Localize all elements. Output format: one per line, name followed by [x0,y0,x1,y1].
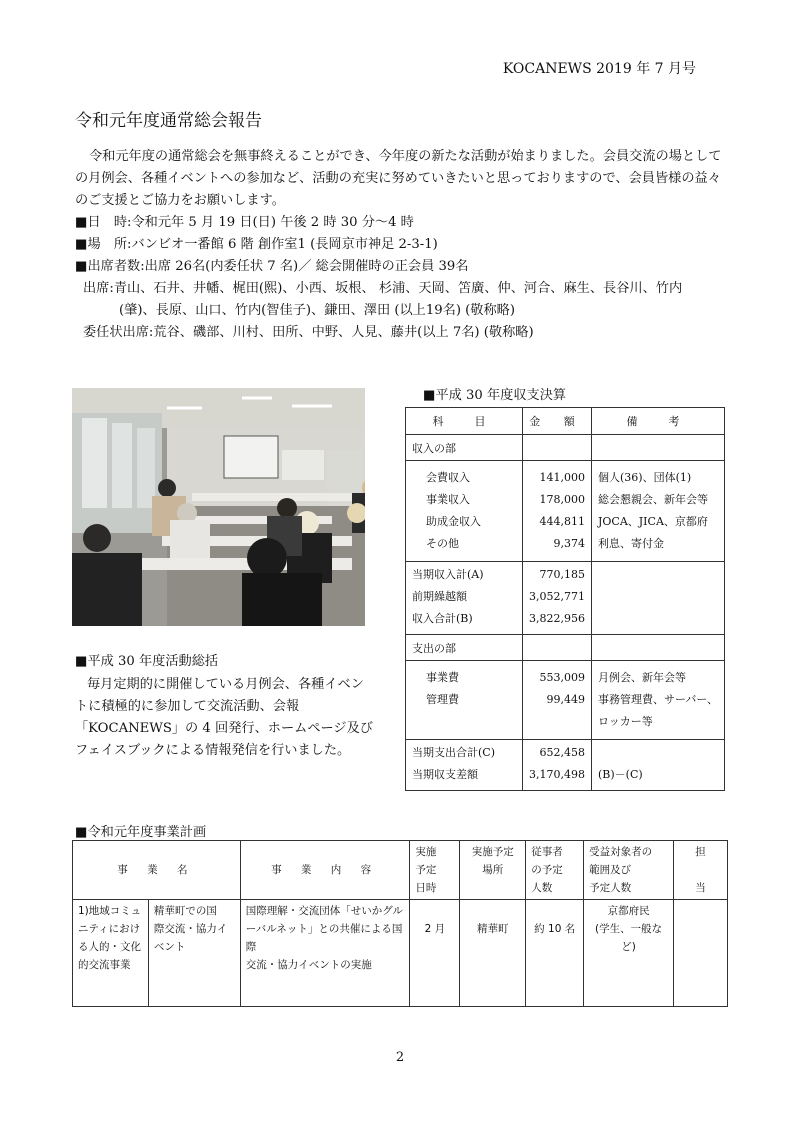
attendee-list: 出席:青山、石井、井幡、梶田(熙)、小西、坂根、 杉浦、天岡、笘廣、仲、河合、麻生、長谷川、竹内 [83,281,683,296]
attendee-list-cont: (肇)、長原、山口、竹内(智佳子)、鎌田、澤田 (以上19名) (敬称略) [119,303,516,318]
plan-name: 精華町での国 際交流・協力イ ベント [148,900,240,1007]
plan-row [73,900,728,1007]
plan-col-when: 実施 予定 日時 [410,841,460,900]
expense-total-note [598,742,718,764]
income-note: 利息、寄付金 [597,537,664,550]
issue-header: KOCANEWS 2019 年 7 月号 [502,61,696,77]
budget-col-amount: 金 額 [523,408,592,435]
income-item: 助成金収入 [426,515,481,528]
income-total-rows [406,562,725,635]
plan-content: 国際理解・交流団体「せいかグル ーバルネット」との共催による国際 交流・協力イベントの実施 [240,900,410,1007]
expense-label: 支出の部 [406,635,523,661]
activity-heading: ■平成 30 年度活動総括 [75,654,219,669]
income-amount: 178,000 [539,493,585,506]
income-note: 個人(36)、団体(1) [597,471,692,484]
budget-col-note: 備 考 [591,408,724,435]
plan-target: 京都府民 (学生、一般な ど) [584,900,674,1007]
income-total-item: 前期繰越額 [412,590,467,603]
plan-header-row [73,841,728,900]
income-amount: 141,000 [539,471,585,484]
budget-heading: ■平成 30 年度収支決算 [423,388,567,403]
plan-col-target: 受益対象者の 範囲及び 予定人数 [584,841,674,900]
proxy-list: 委任状出席:荒谷、磯部、川村、田所、中野、人見、藤井(以上 7名) (敬称略) [83,325,534,340]
plan-when: 2 月 [410,900,460,1007]
income-total-item: 収入合計(B) [412,612,473,625]
meeting-details [75,212,735,344]
plan-category: 1)地域コミュ ニティにおけ る人的・文化 的交流事業 [73,900,149,1007]
expense-item: 事業費 [426,671,459,684]
plan-col-owner: 担 当 [674,841,728,900]
income-item: 会費収入 [426,471,470,484]
expense-note: 月例会、新年会等 [597,671,686,684]
income-total-item: 当期収入計(A) [412,568,484,581]
expense-item [426,711,516,733]
plan-col-staff: 従事者 の予定 人数 [526,841,584,900]
expense-item: 管理費 [426,693,459,706]
budget-col-item: 科 目 [406,408,523,435]
income-note: JOCA、JICA、京都府 [597,515,708,528]
meeting-date: ■日 時:令和元年 5 月 19 日(日) 午後 2 時 30 分〜4 時 [75,215,414,230]
budget-table [405,407,725,791]
income-rows [406,461,725,562]
activity-text: 毎月定期的に開催している月例会、各種イベントに積極的に参加して交流活動、会報「KOCANEWS」の 4 回発行、ホームページ及びフェイスブックによる情報発信を行いました。 [75,677,373,758]
meeting-photo [72,388,365,626]
expense-total-item: 当期支出合計(C) [412,746,495,759]
income-total-amount: 3,052,771 [529,590,585,603]
income-item: その他 [426,537,459,550]
expense-rows [406,661,725,740]
expense-amount: 99,449 [546,693,585,706]
plan-col-content: 事 業 内 容 [240,841,410,900]
meeting-place: ■場 所:バンビオ一番館 6 階 創作室1 (長岡京市神足 2-3-1) [75,237,438,252]
plan-heading: ■令和元年度事業計画 [75,825,207,840]
budget-header-row [406,408,725,435]
plan-col-where: 実施予定 場所 [460,841,526,900]
expense-total-item: 当期収支差額 [412,768,478,781]
page-title: 令和元年度通常総会報告 [75,111,262,131]
expense-note: ロッカー等 [597,715,653,728]
income-section-row [406,435,725,461]
expense-amount: 553,009 [539,671,585,684]
expense-section-row [406,635,725,661]
plan-table [72,840,728,1007]
intro-paragraph: 令和元年度の通常総会を無事終えることができ、今年度の新たな活動が始まりました。会員交流の場としての月例会、各種イベントへの参加など、活動の充実に努めていきたいと思っておりますので、会員皆様の益々のご支援とご協力をお願いします。 [75,149,722,208]
expense-amount [529,711,585,733]
income-label: 収入の部 [406,435,523,461]
plan-where: 精華町 [460,900,526,1007]
expense-total-amount: 652,458 [539,746,585,759]
income-total-amount: 770,185 [539,568,585,581]
page-number: 2 [395,1050,405,1065]
income-amount: 9,374 [553,537,585,550]
expense-total-note: (B)－(C) [597,768,643,781]
plan-col-name: 事 業 名 [73,841,241,900]
plan-owner [674,900,728,1007]
expense-total-amount: 3,170,498 [529,768,585,781]
income-note: 総会懇親会、新年会等 [597,493,708,506]
income-item: 事業収入 [426,493,470,506]
expense-note: 事務管理費、サーバー、 [597,693,718,706]
income-amount: 444,811 [539,515,585,528]
plan-staff: 約 10 名 [526,900,584,1007]
income-total-amount: 3,822,956 [529,612,585,625]
meeting-attendance: ■出席者数:出席 26名(内委任状 7 名)／ 総会開催時の正会員 39名 [75,259,469,274]
expense-total-rows [406,740,725,791]
